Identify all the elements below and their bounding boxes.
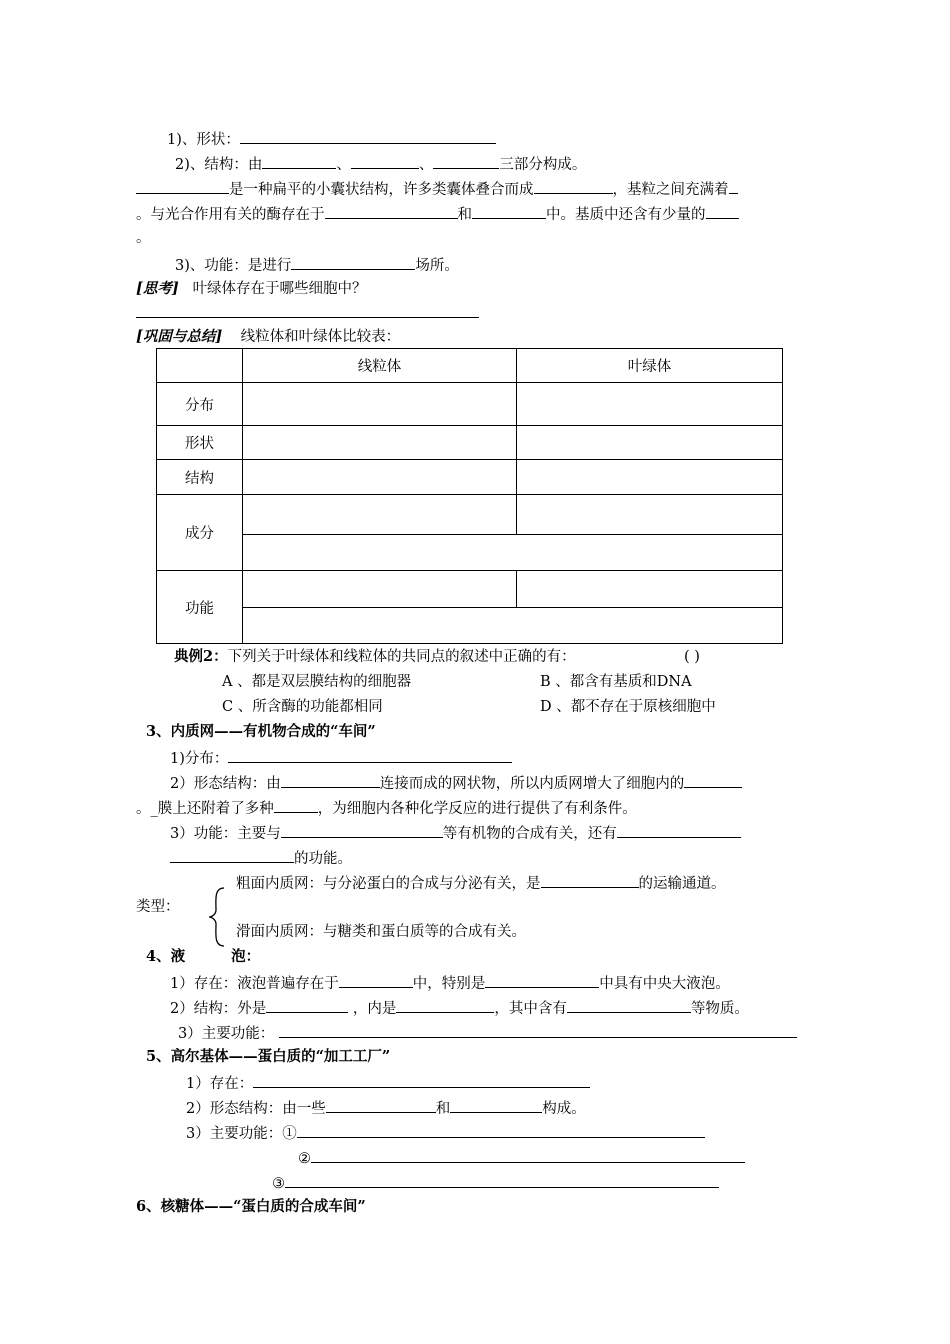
enzyme-line: 。与光合作用有关的酶存在于 和 中。基质中还含有少量的 [136, 203, 739, 225]
er-enzyme-blank[interactable] [274, 797, 318, 813]
example-line [174, 647, 576, 667]
grana-blank[interactable] [534, 178, 613, 194]
structure-blank-1[interactable] [262, 153, 336, 169]
option-b[interactable]: B 、都含有基质和DNA [540, 674, 692, 690]
vacuole-exist-blank-2[interactable] [485, 972, 599, 988]
grana-fill-blank[interactable] [729, 178, 738, 194]
vacuole-struct-blank-3[interactable] [567, 997, 691, 1013]
golgi-exist-blank[interactable] [253, 1072, 590, 1088]
row-label-shape: 形状 [157, 426, 243, 460]
cell-mito-shape[interactable] [243, 426, 517, 460]
structure-blank-2[interactable] [351, 153, 419, 169]
think-question: 叶绿体存在于哪些细胞中？ [192, 281, 367, 297]
golgi-function-blank-1[interactable] [297, 1122, 705, 1138]
vacuole-function-blank[interactable] [279, 1022, 797, 1038]
table-corner [157, 349, 243, 383]
think-label: [思考] [136, 280, 179, 297]
summary-label: [巩固与总结] [136, 328, 223, 345]
golgi-morph-blank-2[interactable] [450, 1097, 542, 1113]
thylakoid-blank[interactable] [136, 178, 229, 194]
er-function-blank-2[interactable] [617, 822, 741, 838]
golgi-morph-blank-1[interactable] [326, 1097, 436, 1113]
summary-line [136, 327, 400, 347]
er-morph-blank-1[interactable] [281, 772, 380, 788]
cell-common-composition[interactable] [243, 535, 783, 571]
example-answer-bracket[interactable]: ( ) [684, 649, 700, 665]
comparison-table [156, 348, 783, 644]
option-c[interactable]: C 、所含酶的功能都相同 [222, 699, 383, 715]
option-d[interactable]: D 、都不存在于原核细胞中 [540, 699, 716, 715]
think-answer-blank[interactable] [136, 317, 479, 318]
er-smooth-line: 滑面内质网：与糖类和蛋白质等的合成有关。 [236, 924, 526, 940]
er-morph-blank-2[interactable] [684, 772, 742, 788]
option-a[interactable]: A 、都是双层膜结构的细胞器 [222, 674, 412, 690]
function-line: 3)、功能：是进行 场所。 [175, 254, 459, 276]
cell-common-function[interactable] [243, 608, 783, 644]
brace-icon [206, 886, 228, 948]
example-label: 典例2： [174, 648, 228, 665]
golgi-function-line: 3）主要功能：① [186, 1122, 705, 1144]
cell-mito-composition[interactable] [243, 495, 517, 535]
vacuole-exist-blank-1[interactable] [339, 972, 413, 988]
er-rough-line: 粗面内质网：与分泌蛋白的合成与分泌有关，是 的运输通道。 [236, 872, 726, 894]
vacuole-struct-blank-1[interactable] [266, 997, 348, 1013]
golgi-heading: 5、高尔基体——蛋白质的“加工工厂” [146, 1048, 391, 1065]
vacuole-struct-blank-2[interactable] [396, 997, 494, 1013]
row-label-distribution: 分布 [157, 383, 243, 426]
golgi-function-line3: ③ [272, 1172, 719, 1194]
vacuole-struct-line: 2）结构：外是 ，内是 ，其中含有 等物质。 [170, 997, 749, 1019]
period-line: 。 [136, 230, 151, 246]
summary-title: 线粒体和叶绿体比较表： [240, 329, 401, 345]
example-question: 下列关于叶绿体和线粒体的共同点的叙述中正确的有： [227, 649, 576, 665]
thylakoid-line: 是一种扁平的小囊状结构，许多类囊体叠合而成 ，基粒之间充满着 [136, 178, 738, 200]
enzyme-blank-2[interactable] [472, 203, 546, 219]
er-function-line2: 的功能。 [170, 847, 352, 869]
cell-chloro-composition[interactable] [517, 495, 783, 535]
golgi-exist-line: 1）存在： [186, 1072, 590, 1094]
golgi-morph-line: 2）形态结构：由一些 和 构成。 [186, 1097, 586, 1119]
header-mitochondria: 线粒体 [243, 349, 517, 383]
enzyme-blank-1[interactable] [325, 203, 458, 219]
structure-blank-3[interactable] [433, 153, 499, 169]
vacuole-function-line: 3）主要功能： [178, 1022, 797, 1044]
cell-mito-function[interactable] [243, 571, 517, 608]
cell-mito-distribution[interactable] [243, 383, 517, 426]
row-label-function: 功能 [157, 571, 243, 644]
row-label-structure: 结构 [157, 460, 243, 495]
er-type-label: 类型： [136, 899, 180, 915]
golgi-function-blank-3[interactable] [285, 1172, 719, 1188]
cell-chloro-structure[interactable] [517, 460, 783, 495]
row-label-composition: 成分 [157, 495, 243, 571]
er-heading: 3、内质网——有机物合成的“车间” [146, 723, 376, 740]
think-line [136, 279, 367, 299]
cell-chloro-shape[interactable] [517, 426, 783, 460]
header-chloroplast: 叶绿体 [517, 349, 783, 383]
function-blank[interactable] [291, 254, 415, 270]
vacuole-heading: 4、液 泡： [146, 948, 261, 965]
structure-line: 2)、结构：由 、 、 三部分构成。 [175, 153, 586, 175]
golgi-function-blank-2[interactable] [311, 1147, 745, 1163]
stroma-blank[interactable] [706, 203, 739, 219]
er-distribution-line: 1)分布： [170, 747, 512, 769]
cell-mito-structure[interactable] [243, 460, 517, 495]
ribosome-heading: 6、核糖体——“蛋白质的合成车间” [136, 1198, 366, 1215]
er-morph-line: 2）形态结构：由 连接而成的网状物，所以内质网增大了细胞内的 [170, 772, 742, 794]
er-distribution-blank[interactable] [228, 747, 512, 763]
shape-blank[interactable] [240, 128, 496, 144]
er-function-line: 3）功能：主要与 等有机物的合成有关，还有 [170, 822, 741, 844]
cell-chloro-distribution[interactable] [517, 383, 783, 426]
cell-chloro-function[interactable] [517, 571, 783, 608]
vacuole-exist-line: 1）存在：液泡普遍存在于 中，特别是 中具有中央大液泡。 [170, 972, 730, 994]
shape-line: 1)、形状： [167, 128, 496, 150]
er-function-blank-1[interactable] [281, 822, 443, 838]
er-function-blank-3[interactable] [170, 847, 294, 863]
er-morph-line2: 。_膜上还附着了多种 ，为细胞内各种化学反应的进行提供了有利条件。 [136, 797, 637, 819]
golgi-function-line2: ② [298, 1147, 745, 1169]
er-rough-blank[interactable] [541, 872, 639, 888]
